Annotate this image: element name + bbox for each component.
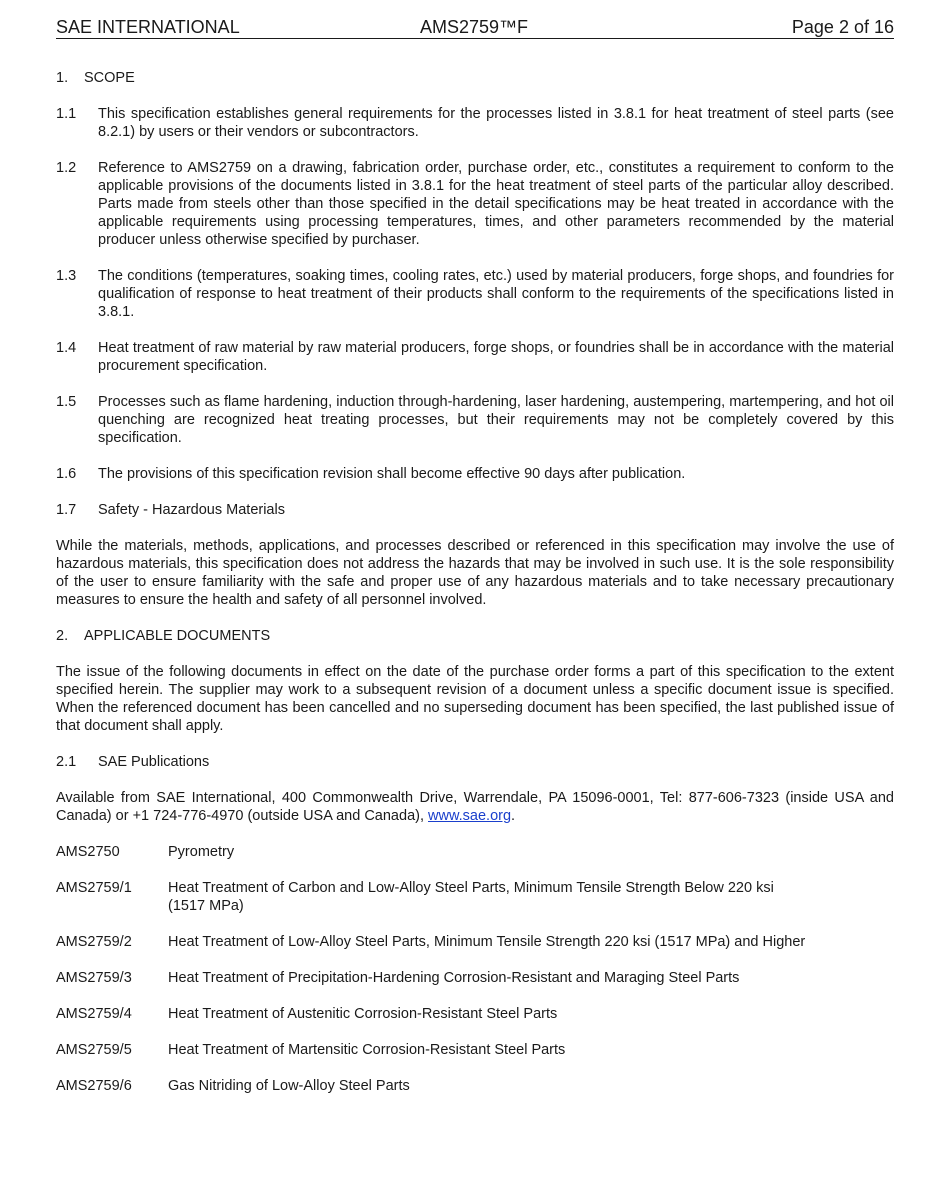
paragraph-1-6: 1.6 The provisions of this specification revision shall become effective 90 days after publication. — [56, 466, 686, 482]
paragraph-1-1: 1.1 This specification establishes general requirements for the processes listed in 3.8.1 for heat treatment of steel parts (see 8.2.1) by users or their vendors or subcontractors. — [56, 106, 894, 140]
sae-website-link[interactable]: www.sae.org — [428, 808, 512, 824]
reference-title: Pyrometry — [168, 844, 235, 860]
paragraph-1-3: 1.3 The conditions (temperatures, soaking times, cooling rates, etc.) used by material producers, forge shops, and foundries for qualification of response to heat treatment of their products shall conform to the requirements of the specifications listed in 3.8.1. — [56, 268, 894, 320]
reference-row — [56, 969, 894, 987]
reference-row — [56, 933, 894, 951]
reference-code: AMS2759/3 — [56, 970, 132, 986]
document-body — [56, 69, 894, 1113]
reference-title: Heat Treatment of Austenitic Corrosion-Resistant Steel Parts — [168, 1006, 558, 1022]
section-2-heading: 2. APPLICABLE DOCUMENTS — [56, 628, 271, 644]
reference-title: Gas Nitriding of Low-Alloy Steel Parts — [168, 1078, 410, 1094]
paragraph-1-2: 1.2 Reference to AMS2759 on a drawing, fabrication order, purchase order, etc., constitutes a requirement to conform to the applicable provisions of the documents listed in 3.8.1 for the heat treatment of steel parts of the particular alloy described. Parts made from steels other than those specified in the detail specifications may be heat treated in accordance with the applicable requirements using processing temperatures, times, and other parameters recommended by the material producer unless otherwise specified by purchaser. — [56, 160, 894, 248]
paragraph-1-5: 1.5 Processes such as flame hardening, induction through-hardening, laser hardening, austempering, martempering, and hot oil quenching are recognized heat treating processes, but their requirements may not be completely covered by this specification. — [56, 394, 894, 446]
paragraph-1-4: 1.4 Heat treatment of raw material by raw material producers, forge shops, or foundries shall be in accordance with the material procurement specification. — [56, 340, 894, 374]
applicable-intro-paragraph: The issue of the following documents in effect on the date of the purchase order forms a part of this specification to the extent specified herein. The supplier may work to a subsequent revision of a document unless a specific document issue is specified. When the referenced document has been cancelled and no superseding document has been specified, the last published issue of that document shall apply. — [56, 664, 894, 734]
header-doc-number: AMS2759™F — [420, 17, 529, 37]
reference-row — [56, 1005, 894, 1023]
reference-row — [56, 879, 894, 915]
header-page-number: Page 2 of 16 — [791, 17, 894, 37]
reference-code: AMS2759/2 — [56, 934, 132, 950]
reference-code: AMS2759/4 — [56, 1006, 132, 1022]
reference-row — [56, 1077, 894, 1095]
reference-code: AMS2750 — [56, 844, 120, 860]
reference-title: Heat Treatment of Martensitic Corrosion-Resistant Steel Parts — [168, 1042, 566, 1058]
section-1-heading: 1. SCOPE — [56, 70, 135, 86]
paragraph-1-7: 1.7 Safety - Hazardous Materials — [56, 502, 285, 518]
paragraph-2-1: 2.1 SAE Publications — [56, 754, 210, 770]
safety-paragraph: While the materials, methods, applications, and processes described or referenced in this specification may involve the use of hazardous materials, this specification does not address the hazards that may be involved in such use. It is the sole responsibility of the user to ensure familiarity with the safe and proper use of any hazardous materials and to take necessary precautionary measures to ensure the health and safety of all personnel involved. — [56, 538, 894, 608]
reference-row — [56, 1041, 894, 1059]
availability-paragraph: Available from SAE International, 400 Commonwealth Drive, Warrendale, PA 15096-0001, Tel: 877-606-7323 (inside USA and Canada) or +1 724-776-4970 (outside USA and Canada), www.sae.org. — [56, 790, 894, 824]
reference-title: Heat Treatment of Carbon and Low-Alloy Steel Parts, Minimum Tensile Strength Below 220 ksi (1517 MPa) — [168, 880, 774, 914]
page-header — [56, 16, 894, 39]
header-org: SAE INTERNATIONAL — [56, 17, 240, 37]
reference-code: AMS2759/1 — [56, 880, 132, 896]
reference-title: Heat Treatment of Precipitation-Hardening Corrosion-Resistant and Maraging Steel Parts — [168, 970, 740, 986]
reference-title: Heat Treatment of Low-Alloy Steel Parts, Minimum Tensile Strength 220 ksi (1517 MPa) and Higher — [168, 934, 806, 950]
reference-code: AMS2759/5 — [56, 1042, 132, 1058]
reference-code: AMS2759/6 — [56, 1078, 132, 1094]
reference-row — [56, 843, 894, 861]
